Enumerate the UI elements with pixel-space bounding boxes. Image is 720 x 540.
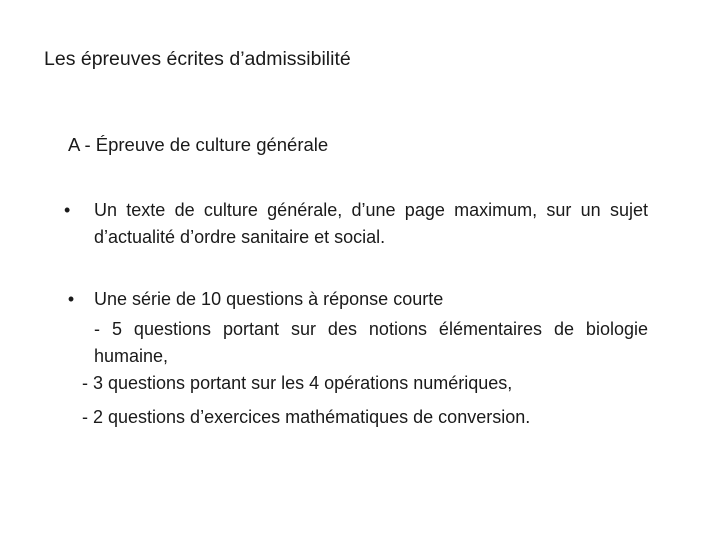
section-heading: A - Épreuve de culture générale <box>68 134 329 155</box>
sub-item: - 2 questions d’exercices mathématiques de conversion. <box>82 407 531 427</box>
bullet-text: Une série de 10 questions à réponse courte <box>94 289 444 309</box>
sub-item: - 5 questions portant sur des notions élémentaires de biologie humaine, <box>94 319 648 366</box>
slide-title: Les épreuves écrites d’admissibilité <box>44 48 351 70</box>
bullet-marker: • <box>64 200 71 220</box>
bullet-marker: • <box>67 289 75 309</box>
bullet-item <box>64 197 648 251</box>
sub-item: - 3 questions portant sur les 4 opérations numériques, <box>82 373 513 393</box>
bullet-text: Un texte de culture générale, d’une page maximum, sur un sujet d’actualité d’ordre sanitaire et social. <box>94 200 648 247</box>
bullet-item <box>67 286 648 313</box>
